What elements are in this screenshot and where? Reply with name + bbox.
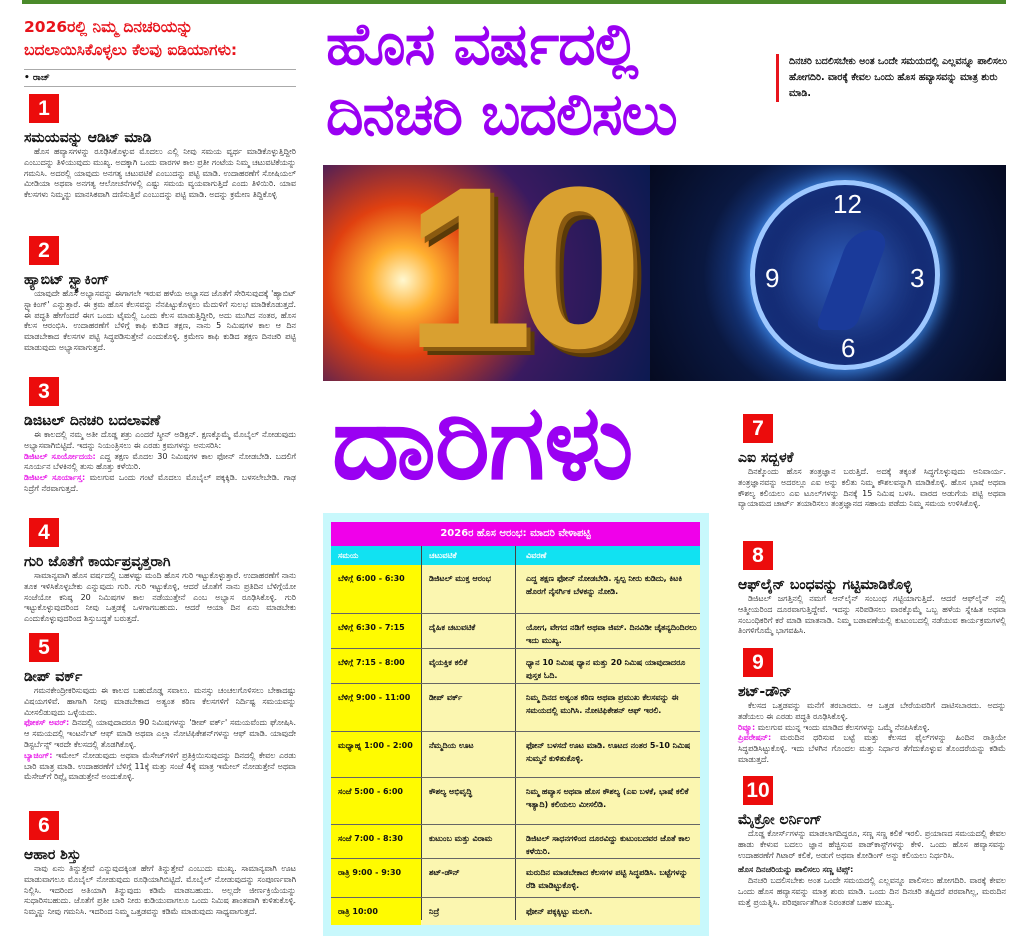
- section-number: 6: [29, 811, 59, 840]
- section-body: ಈ ಕಾಲದಲ್ಲಿ ನಮ್ಮ ಅತೀ ದೊಡ್ಡ ಶತ್ರು ಎಂದರೆ ಸ್ಕ್ರೀನ್ ಅಡಿಕ್ಷನ್. ಕ್ಷಣಕ್ಕೊಮ್ಮೆ ಮೊಬೈಲ್ ನೋಡುವುದು ಅಭ್ಯಾಸವಾಗಿಬಿಟ್ಟಿದೆ. ಇದನ್ನು ನಿಯಂತ್ರಿಸಲು ಈ ಎರಡು ಕ್ರಮಗಳನ್ನು ಅನುಸರಿಸಿ:: [24, 430, 296, 450]
- section-title: ಡೀಪ್ ವರ್ಕ್: [24, 669, 83, 685]
- tip-label: ಫೋಕಸ್ ಅವರ್:: [24, 718, 70, 728]
- schedule-body: [331, 565, 700, 925]
- headline-line-1: ಹೊಸ ವರ್ಷದಲ್ಲಿ: [326, 10, 638, 78]
- section-7: [738, 414, 1006, 510]
- schedule-table: [323, 513, 709, 936]
- section-title: ಗುರಿ ಜೊತೆಗೆ ಕಾರ್ಯಪ್ರವೃತ್ತರಾಗಿ: [24, 554, 171, 570]
- section-number: 4: [29, 518, 59, 547]
- section-body: ಗಮನಕೇಂದ್ರೀಕರಿಸುವುದು ಈ ಕಾಲದ ಬಹುದೊಡ್ಡ ಸವಾಲು. ಮನಸ್ಸು ಚಂಚಲಗೊಳಿಸಲು ಬೇಕಾದಷ್ಟು ವಿಷಯಗಳಿವೆ. ಹಾಗಾಗಿ ನೀವು ಮಾಡಬೇಕಾದ ಅತ್ಯಂತ ಕಠಿಣ ಕೆಲಸಗಳಿಗೆ ನಿರ್ದಿಷ್ಟ ಸಮಯವನ್ನು ಮೀಸಲಿಡುವುದು ಒಳ್ಳೆಯದು.: [24, 686, 296, 717]
- section-number: 7: [743, 414, 773, 443]
- section-title: ಆಹಾರ ಶಿಸ್ತು: [24, 847, 81, 863]
- section-3: [24, 377, 296, 495]
- clock-number-12: 12: [833, 189, 862, 219]
- cell-description: ಫೋನ್ ಪಕ್ಕಕ್ಕಿಟ್ಟು ಮಲಗಿ.: [515, 898, 700, 920]
- section-body: ಕೆಲಸದ ಒತ್ತಡವನ್ನು ಮನೆಗೆ ತರಬಾರದು. ಆ ಒತ್ತಡ ಬೇರೆಯವರಿಗೆ ದಾಟಿಸಬಾರದು. ಅದನ್ನು ತಡೆಯಲು ಈ ಎರಡು ಪದ್ಧತಿ ರೂಢಿಸಿಕೊಳ್ಳಿ.: [738, 701, 1006, 721]
- cell-description: ಡಿಜಿಟಲ್ ಸಾಧನಗಳಿಂದ ದೂರವಿದ್ದು ಕುಟುಂಬದವರ ಜೊತೆ ಕಾಲ ಕಳೆಯಿರಿ.: [515, 825, 700, 858]
- top-color-bar: [22, 0, 1006, 4]
- section-body: ಡಿಜಿಟಲ್ ಜಗತ್ತಿನಲ್ಲಿ ನಮಗೆ ಆನ್‌ಲೈನ್ ಸಂಬಂಧ ಗಟ್ಟಿಯಾಗುತ್ತಿದೆ. ಆದರೆ ಆಫ್‌ಲೈನ್ ನಲ್ಲಿ ಆತ್ಮೀಯರಿಂದ ದೂರವಾಗುತ್ತಿದ್ದೇವೆ. ಇದನ್ನು ಸರಿಪಡಿಸಲು ವಾರಕ್ಕೊಮ್ಮೆ ಒಬ್ಬ ಹಳೆಯ ಸ್ನೇಹಿತ ಅಥವಾ ಸಂಬಂಧಿಕರಿಗೆ ಕರೆ ಮಾಡಿ ಮಾತನಾಡಿ. ನಿಮ್ಮ ಬಡಾವಣೆಯಲ್ಲಿ ಕುಟುಂಬದಲ್ಲಿ ನಡೆಯುವ ಕಾರ್ಯಕ್ರಮಗಳಲ್ಲಿ ತಿಂಗಳಿಗೊಮ್ಮೆ ಭಾಗವಹಿಸಿ.: [738, 594, 1006, 636]
- section-number: 1: [29, 94, 59, 123]
- header-description: ವಿವರಣೆ: [515, 546, 700, 565]
- headline-line-2: ದಿನಚರಿ ಬದಲಿಸಲು: [326, 80, 677, 148]
- tip-label: ಡಿಜಿಟಲ್ ಸೂರ್ಯೋದಯ:: [24, 451, 96, 461]
- tip-text: ಎದ್ದ ತಕ್ಷಣ ಮೊದಲ 30 ನಿಮಿಷಗಳ ಕಾಲ ಫೋನ್ ನೋಡಬೇಡಿ. ಬದಲಿಗೆ ಸೂರ್ಯನ ಬೆಳಕಿನಲ್ಲಿ ತುಸು ಹೊತ್ತು ಕಳೆಯಿರಿ.: [24, 451, 297, 472]
- cell-activity: ಕೌಶಲ್ಯ ಅಭಿವೃದ್ಧಿ: [421, 778, 515, 824]
- header-time: ಸಮಯ: [338, 551, 359, 560]
- tips-body: ದಿನಚರಿ ಬದಲಿಸಬೇಕು ಅಂತ ಒಂದೇ ಸಮಯದಲ್ಲಿ ಎಲ್ಲವನ್ನೂ ಪಾಲಿಸಲು ಹೋಗದಿರಿ. ವಾರಕ್ಕೆ ಕೇವಲ ಒಂದು ಹೊಸ ಹವ್ಯಾಸವನ್ನು ಮಾತ್ರ ಶುರು ಮಾಡಿ. ಒಂದು ದಿನ ದಿನಚರಿ ತಪ್ಪಿದರೆ ಪರವಾಗಿಲ್ಲ, ಮರುದಿನ ಮತ್ತೆ ಪ್ರಯತ್ನಿಸಿ. ಪರಿಪೂರ್ಣತೆಗಿಂತ ನಿರಂತರತೆ ಬಹಳ ಮುಖ್ಯ.: [738, 876, 1006, 907]
- section-1: [24, 94, 296, 201]
- section-title: ಡಿಜಿಟಲ್ ದಿನಚರಿ ಬದಲಾವಣೆ: [24, 413, 161, 429]
- cell-activity: ಡೀಪ್ ವರ್ಕ್: [421, 684, 515, 731]
- cell-time: ರಾತ್ರಿ 10:00: [338, 907, 378, 916]
- cell-description: ನಿಮ್ಮ ಹವ್ಯಾಸ ಅಥವಾ ಹೊಸ ಕೌಶಲ್ಯ (ಎಐ ಬಳಕೆ, ಭಾಷೆ ಕಲಿಕೆ ಇತ್ಯಾದಿ) ಕಲಿಯಲು ಮೀಸಲಿಡಿ.: [515, 778, 700, 824]
- section-number: 9: [743, 648, 773, 677]
- section-body: ಸಾಮಾನ್ಯವಾಗಿ ಹೊಸ ವರ್ಷದಲ್ಲಿ ಬಹಳಷ್ಟು ಮಂದಿ ಹೊಸ ಗುರಿ ಇಟ್ಟುಕೊಳ್ಳುತ್ತಾರೆ. ಉದಾಹರಣೆಗೆ ನಾನು ತೂಕ ಇಳಿಸಿಕೊಳ್ಳಬೇಕು ಎನ್ನುವುದು ಗುರಿ. ಗುರಿ ಇಟ್ಟುಕೊಳ್ಳಿ, ಆದರೆ ಜೊತೆಗೆ ನಾನು ಪ್ರತಿದಿನ ಬೆಳಿಗ್ಗೆಯೋ ಸಂಜೆಯೋ ಕನಿಷ್ಠ 20 ನಿಮಿಷಗಳ ಕಾಲ ನಡೆಯುತ್ತೇನೆ ಎಂಬ ಅಭ್ಯಾಸ ರೂಢಿಸಿಕೊಳ್ಳಿ. ಗುರಿ ಇಟ್ಟುಕೊಳ್ಳುವುದರಿಂದ ನೀವು ಒತ್ತಡಕ್ಕೆ ಒಳಗಾಗಬಹುದು. ಆದರೆ ಆಯಾ ದಿನ ಏನು ಮಾಡಬೇಕು ಎಂದುಕೊಳ್ಳುವುದರಿಂದ ಶಿಸ್ತುಬದ್ಧತೆ ಬರುತ್ತದೆ.: [24, 571, 296, 624]
- section-title: ಆಫ್‌ಲೈನ್ ಬಂಧವನ್ನು ಗಟ್ಟಿಮಾಡಿಕೊಳ್ಳಿ: [738, 577, 912, 593]
- cell-description: ಮರುದಿನ ಮಾಡಬೇಕಾದ ಕೆಲಸಗಳ ಪಟ್ಟಿ ಸಿದ್ಧಪಡಿಸಿ. ಬಟ್ಟೆಗಳನ್ನು ರೆಡಿ ಮಾಡಿಟ್ಟುಕೊಳ್ಳಿ.: [515, 859, 700, 897]
- clock-image: [650, 165, 1006, 381]
- cell-description: ಎದ್ದ ತಕ್ಷಣ ಫೋನ್ ನೋಡಬೇಡಿ. ಸ್ವಲ್ಪ ನೀರು ಕುಡಿದು, ಕಿಟಕಿ ಹೊರಗೆ ನೈಸರ್ಗಿಕ ಬೆಳಕನ್ನು ನೋಡಿ.: [515, 565, 700, 613]
- clock-number-3: 3: [910, 263, 925, 293]
- table-row: [331, 778, 700, 825]
- cell-time: ಬೆಳಿಗ್ಗೆ 7:15 - 8:00: [338, 658, 405, 667]
- cell-description: ಧ್ಯಾನ 10 ನಿಮಿಷ ಧ್ಯಾನ ಮತ್ತು 20 ನಿಮಿಷ ಯಾವುದಾದರೂ ಪುಸ್ತಕ ಓದಿ.: [515, 649, 700, 683]
- section-number: 2: [29, 236, 59, 265]
- section-number: 8: [743, 541, 773, 570]
- section-title: ಮೈಕ್ರೋ ಲರ್ನಿಂಗ್: [738, 812, 822, 828]
- section-title: ಎಐ ಸದ್ಬಳಕೆ: [738, 450, 794, 466]
- cell-time: ಬೆಳಿಗ್ಗೆ 9:00 - 11:00: [338, 693, 411, 702]
- table-row: [331, 614, 700, 649]
- tip-label: ಬ್ಯಾಚಿಂಗ್:: [24, 750, 53, 760]
- section-title: ಶಟ್-ಡೌನ್: [738, 684, 792, 700]
- headline-line-3: ದಾರಿಗಳು: [332, 381, 633, 503]
- pull-quote: ದಿನಚರಿ ಬದಲಿಸಬೇಕು ಅಂತ ಒಂದೇ ಸಮಯದಲ್ಲಿ ಎಲ್ಲವನ್ನೂ ಪಾಲಿಸಲು ಹೋಗದಿರಿ. ವಾರಕ್ಕೆ ಕೇವಲ ಒಂದು ಹೊಸ ಹವ್ಯಾಸವನ್ನು ಮಾತ್ರ ಶುರು ಮಾಡಿ.: [776, 54, 1008, 102]
- section-9: [738, 648, 1006, 766]
- table-row: [331, 898, 700, 920]
- section-10: [738, 776, 1006, 909]
- cell-time: ಬೆಳಿಗ್ಗೆ 6:00 - 6:30: [338, 574, 405, 583]
- tip-label: ರಿವ್ಯೂ:: [738, 722, 756, 732]
- cell-activity: ಕುಟುಂಬ ಮತ್ತು ವಿರಾಮ: [421, 825, 515, 858]
- golden-10-graphic: 10: [405, 165, 625, 381]
- section-5: [24, 633, 296, 783]
- cell-activity: ಶಟ್-ಡೌನ್: [421, 859, 515, 897]
- schedule-header-row: [331, 546, 700, 565]
- section-body: ನಾವು ಏನು ತಿನ್ನುತ್ತೇವೆ ಎನ್ನುವುದಕ್ಕಿಂತ ಹೇಗೆ ತಿನ್ನುತ್ತೇವೆ ಎಂಬುದು ಮುಖ್ಯ. ಸಾಮಾನ್ಯವಾಗಿ ಊಟ ಮಾಡುವಾಗಲೂ ಮೊಬೈಲ್ ನೋಡುವುದು ರೂಢಿಯಾಗಿಬಿಟ್ಟಿದೆ. ಮೊಬೈಲ್ ನೋಡುವುದನ್ನು ಸಂಪೂರ್ಣವಾಗಿ ನಿಲ್ಲಿಸಿ. ಇದರಿಂದ ಅತಿಯಾಗಿ ತಿನ್ನುವುದು ಕಡಿಮೆ ಮಾಡಬಹುದು. ಅಲ್ಲದೇ ಜೀರ್ಣಕ್ರಿಯೆಯನ್ನು ಸುಧಾರಿಸಬಹುದು. ಜೊತೆಗೆ ಪ್ರತೀ ಬಾರಿ ನೀರು ಕುಡಿಯುವಾಗಲೂ ಒಂದು ನಿಮಿಷ ಶಾಂತವಾಗಿ ಕುಳಿತುಕೊಳ್ಳಿ. ನಿಮ್ಮನ್ನು ನೀವು ಗಮನಿಸಿ. ಇದರಿಂದ ನಿಮ್ಮ ಒತ್ತಡವನ್ನು ಕಡಿಮೆ ಮಾಡುವುದು ಸಾಧ್ಯವಾಗುತ್ತದೆ.: [24, 864, 296, 917]
- sidebar-title: 2026ರಲ್ಲಿ ನಿಮ್ಮ ದಿನಚರಿಯನ್ನು ಬದಲಾಯಿಸಿಕೊಳ್ಳಲು ಕೆಲವು ಐಡಿಯಾಗಳು:: [24, 18, 238, 59]
- table-row: [331, 859, 700, 898]
- cell-time: ಬೆಳಿಗ್ಗೆ 6:30 - 7:15: [338, 623, 405, 632]
- section-number: 10: [743, 776, 773, 805]
- clock-number-9: 9: [765, 263, 780, 293]
- clock-icon: [750, 180, 940, 370]
- section-body: ಹೊಸ ಹವ್ಯಾಸಗಳನ್ನು ರೂಢಿಸಿಕೊಳ್ಳುವ ಮೊದಲು ಎಲ್ಲಿ ನೀವು ಸಮಯ ವ್ಯರ್ಥ ಮಾಡಿಕೊಳ್ಳುತ್ತಿದ್ದೀರಿ ಎಂಬುದನ್ನು ತಿಳಿಯುವುದು ಮುಖ್ಯ. ಅದಕ್ಕಾಗಿ ಒಂದು ವಾರಗಳ ಕಾಲ ಪ್ರತೀ ಗಂಟೆಯ ನಿಮ್ಮ ಚಟುವಟಿಕೆಯನ್ನು ಗಮನಿಸಿ. ಅದರಲ್ಲಿ ಯಾವುದು ಅನಗತ್ಯ ಚಟುವಟಿಕೆ ಎಂಬುದನ್ನು ಪಟ್ಟಿ ಮಾಡಿ. ಉದಾಹರಣೆಗೆ ಸೋಷಿಯಲ್ ಮೀಡಿಯಾ ಅಥವಾ ಅನಗತ್ಯ ಆಲೋಚನೆಗಳಲ್ಲಿ ಎಷ್ಟು ಸಮಯ ವ್ಯಯವಾಗುತ್ತಿದೆ ಎಂದು ತಿಳಿಯಿರಿ. ಯಾವ ಕೆಲಸಗಳು ನಿಮ್ಮನ್ನು ಮಾನಸಿಕವಾಗಿ ದಣಿಸುತ್ತಿವೆ ಎಂಬುದನ್ನು ಪಟ್ಟಿ ಮಾಡಿ. ಅದನ್ನು ಕ್ರಮೇಣ ತಿದ್ದಿಕೊಳ್ಳಿ: [24, 147, 296, 200]
- byline: • ರಾಜ್: [24, 69, 296, 87]
- table-row: [331, 565, 700, 614]
- cell-time: ಸಂಜೆ 7:00 - 8:30: [338, 834, 403, 843]
- section-number: 3: [29, 377, 59, 406]
- section-2: [24, 236, 296, 354]
- tip-label: ಪ್ರಿಪರೇಷನ್:: [738, 733, 772, 743]
- tip-text: ಮಲಗುವ ಮುನ್ನ ಇಂದು ಮಾಡಿದ ಕೆಲಸಗಳನ್ನು ಒಮ್ಮೆ ನೆನಪಿಸಿಕೊಳ್ಳಿ.: [757, 722, 930, 732]
- cell-time: ಮಧ್ಯಾಹ್ನ 1:00 - 2:00: [338, 741, 413, 750]
- section-4: [24, 518, 296, 625]
- tip-text: ಮರುದಿನ ಧರಿಸುವ ಬಟ್ಟೆ ಮತ್ತು ಕೆಲಸದ ಫೈಲ್‌ಗಳನ್ನು ಹಿಂದಿನ ರಾತ್ರಿಯೇ ಸಿದ್ಧಪಡಿಸಿಟ್ಟುಕೊಳ್ಳಿ. ಇದು ಬೆಳಗಿನ ಗೊಂದಲ ಮತ್ತು ನಿರ್ಧಾರ ತೆಗೆದುಕೊಳ್ಳುವ ತೊಂದರೆಯನ್ನು ಕಡಿಮೆ ಮಾಡುತ್ತದೆ.: [738, 733, 1006, 764]
- runner-silhouette-icon: [815, 230, 891, 330]
- tip-label: ಡಿಜಿಟಲ್ ಸೂರ್ಯಾಸ್ತ:: [24, 473, 86, 483]
- hero-image: [323, 165, 1006, 381]
- section-body: ಯಾವುದೇ ಹೊಸ ಅಭ್ಯಾಸವನ್ನು ಈಗಾಗಲೇ ಇರುವ ಹಳೆಯ ಅಭ್ಯಾಸದ ಜೊತೆಗೆ ಸೇರಿಸುವುದಕ್ಕೆ 'ಹ್ಯಾಬಿಟ್ ಸ್ಟ್ಯಾಕಿಂಗ್' ಎನ್ನುತ್ತಾರೆ. ಈ ಕ್ರಮ ಹೊಸ ಕೆಲಸವನ್ನು ನೆನಪಿಟ್ಟುಕೊಳ್ಳಲು ಮೆದುಳಿಗೆ ಸುಲಭ ಮಾಡಿಕೊಡುತ್ತದೆ. ಈ ಪದ್ಧತಿ ಹೇಗೆಂದರೆ ಈಗ ಒಂದು ಟೈಮಲ್ಲಿ ಒಂದು ಕೆಲಸ ಮಾಡುತ್ತಿದ್ದೀರಿ, ಅದು ಮುಗಿದ ನಂತರ, ಹೊಸ ಕೆಲಸ ಆರಂಭಿಸಿ. ಉದಾಹರಣೆಗೆ ಬೆಳಿಗ್ಗೆ ಕಾಫಿ ಕುಡಿದ ತಕ್ಷಣ, ನಾನು 5 ನಿಮಿಷಗಳ ಕಾಲ ಆ ದಿನ ಮಾಡಬೇಕಾದ ಕೆಲಸಗಳ ಪಟ್ಟಿ ಸಿದ್ಧಪಡಿಸುತ್ತೇನೆ ಎಂದುಕೊಳ್ಳಿ. ಕ್ರಮೇಣ ಕಾಫಿ ಕುಡಿದ ತಕ್ಷಣ ದಿನಚರಿ ಪಟ್ಟಿ ಮಾಡುವುದು ಅಭ್ಯಾಸವಾಗುತ್ತದೆ.: [24, 289, 296, 352]
- clock-number-6: 6: [841, 333, 856, 363]
- section-8: [738, 541, 1006, 637]
- section-title: ಹ್ಯಾಬಿಟ್ ಸ್ಟ್ಯಾಕಿಂಗ್: [24, 272, 110, 288]
- tip-text: ಮಲಗುವ ಒಂದು ಗಂಟೆ ಮೊದಲು ಮೊಬೈಲ್ ಪಕ್ಕಕ್ಕಿಡಿ. ಬಳಸಲೇಬೇಡಿ. ಗಾಢ ನಿದ್ರೆಗೆ ನೆರವಾಗುತ್ತದೆ.: [24, 473, 296, 493]
- schedule-title: 2026ರ ಹೊಸ ಆರಂಭ: ಮಾದರಿ ವೇಳಾಪಟ್ಟಿ: [331, 522, 700, 546]
- table-row: [331, 732, 700, 778]
- section-body: ದಿನಕ್ಕೊಂದು ಹೊಸ ತಂತ್ರಜ್ಞಾನ ಬರುತ್ತಿದೆ. ಅದಕ್ಕೆ ತಕ್ಕಂತೆ ಸಿದ್ಧಗೊಳ್ಳುವುದು ಅನಿವಾರ್ಯ. ತಂತ್ರಜ್ಞಾನವನ್ನು ಅದರಲ್ಲೂ ಎಐ ಅನ್ನು ಕಲಿತು ನಿಮ್ಮ ಕೌಶಲವನ್ನಾಗಿ ಮಾಡಿಕೊಳ್ಳಿ. ಹೊಸ ಭಾಷೆ ಅಥವಾ ಕೌಶಲ್ಯ ಕಲಿಯಲು ಎಐ ಟೂಲ್‌ಗಳನ್ನು ದಿನಕ್ಕೆ 15 ನಿಮಿಷ ಬಳಸಿ. ವಾರದ ಅಡುಗೆಯ ಪಟ್ಟಿ ಅಥವಾ ವ್ಯಾಯಾಮದ ಚಾರ್ಟ್ ತಯಾರಿಸಲು ತಂತ್ರಜ್ಞಾನದ ಸಹಾಯ ಪಡೆದು ನಿಮ್ಮ ಸಮಯ ಉಳಿಸಿಕೊಳ್ಳಿ.: [738, 467, 1006, 509]
- tip-text: ದಿನದಲ್ಲಿ ಯಾವುದಾದರೂ 90 ನಿಮಿಷಗಳನ್ನು 'ಡೀಪ್ ವರ್ಕ್' ಸಮಯವೆಂದು ಘೋಷಿಸಿ. ಆ ಸಮಯದಲ್ಲಿ ಇಂಟರ್ನೆಟ್ ಆಫ್ ಮಾಡಿ ಅಥವಾ ಎಲ್ಲಾ ನೋಟಿಫಿಕೇಶನ್‌ಗಳನ್ನು ಆಫ್ ಮಾಡಿ. ಯಾವುದೇ ಡಿಸ್ಟರ್ಬೆನ್ಸ್ ಇರದೇ ಕೆಲಸದಲ್ಲಿ ತೊಡಗಿಕೊಳ್ಳಿ.: [24, 718, 296, 749]
- table-row: [331, 649, 700, 684]
- cell-description: ನಿಮ್ಮ ದಿನದ ಅತ್ಯಂತ ಕಠಿಣ ಅಥವಾ ಪ್ರಮುಖ ಕೆಲಸವನ್ನು ಈ ಸಮಯದಲ್ಲಿ ಮುಗಿಸಿ. ನೋಟಿಫಿಕೇಶನ್ ಆಫ್ ಇರಲಿ.: [515, 684, 700, 731]
- tip-text: ಇಮೇಲ್ ನೋಡುವುದು ಅಥವಾ ಮೆಸೇಜ್‌ಗಳಿಗೆ ಪ್ರತಿಕ್ರಿಯಿಸುವುದನ್ನು ದಿನದಲ್ಲಿ ಕೇವಲ ಎರಡು ಬಾರಿ ಮಾತ್ರ ಮಾಡಿ. ಉದಾಹರಣೆಗೆ ಬೆಳಿಗ್ಗೆ 11ಕ್ಕೆ ಮತ್ತು ಸಂಜೆ 4ಕ್ಕೆ ಮಾತ್ರ ಇಮೇಲ್ ನೋಡುತ್ತೇನೆ ಅಥವಾ ಮೆಸೇಜ್‌ಗೆ ರಿಪ್ಲೈ ಮಾಡುತ್ತೇನೆ ಅಂದುಕೊಳ್ಳಿ.: [24, 750, 296, 782]
- section-title: ಸಮಯವನ್ನು ಆಡಿಟ್ ಮಾಡಿ: [24, 130, 152, 146]
- cell-time: ರಾತ್ರಿ 9:00 - 9:30: [338, 868, 402, 877]
- section-number: 5: [29, 633, 59, 662]
- table-row: [331, 684, 700, 732]
- cell-description: ಯೋಗ, ವೇಗದ ನಡಿಗೆ ಅಥವಾ ಜಿಮ್. ದಿನವಿಡೀ ಚೈತನ್ಯದಿಂದಿರಲು ಇದು ಮುಖ್ಯ.: [515, 614, 700, 648]
- cell-activity: ವೈಯಕ್ತಿಕ ಕಲಿಕೆ: [421, 649, 515, 683]
- cell-activity: ದೈಹಿಕ ಚಟುವಟಿಕೆ: [421, 614, 515, 648]
- cell-activity: ನೆಮ್ಮದಿಯ ಊಟ: [421, 732, 515, 777]
- tips-heading: ಹೊಸ ದಿನಚರಿಯನ್ನು ಪಾಲಿಸಲು ಸಣ್ಣ ಟಿಪ್ಸ್:: [738, 865, 854, 875]
- cell-description: ಫೋನ್ ಬಳಸದೆ ಊಟ ಮಾಡಿ. ಊಟದ ನಂತರ 5-10 ನಿಮಿಷ ಸುಮ್ಮನೆ ಕುಳಿತುಕೊಳ್ಳಿ.: [515, 732, 700, 777]
- header-activity: ಚಟುವಟಿಕೆ: [421, 546, 515, 565]
- cell-time: ಸಂಜೆ 5:00 - 6:00: [338, 787, 403, 796]
- section-6: [24, 811, 296, 918]
- cell-activity: ನಿದ್ರೆ: [421, 898, 515, 920]
- section-body: ದೊಡ್ಡ ಕೋರ್ಸ್‌ಗಳನ್ನು ಮಾಡಲಾಗದಿದ್ದರೂ, ಸಣ್ಣ ಸಣ್ಣ ಕಲಿಕೆ ಇರಲಿ. ಪ್ರಯಾಣದ ಸಮಯದಲ್ಲಿ ಕೇವಲ ಹಾಡು ಕೇಳುವ ಬದಲು ಜ್ಞಾನ ಹೆಚ್ಚಿಸುವ ಪಾಡ್‌ಕಾಸ್ಟ್‌ಗಳನ್ನು ಕೇಳಿ. ಒಂದು ಹೊಸ ಹವ್ಯಾಸವನ್ನು ಉದಾಹರಣೆಗೆ ಗಿಟಾರ್ ಕಲಿಕೆ, ಅಡುಗೆ ಅಥವಾ ಕೋಡಿಂಗ್ ಅನ್ನು ಕಲಿಯಲು ನಿರ್ಧರಿಸಿ.: [738, 829, 1006, 860]
- table-row: [331, 825, 700, 859]
- cell-activity: ಡಿಜಿಟಲ್ ಮುಕ್ತ ಆರಂಭ: [421, 565, 515, 613]
